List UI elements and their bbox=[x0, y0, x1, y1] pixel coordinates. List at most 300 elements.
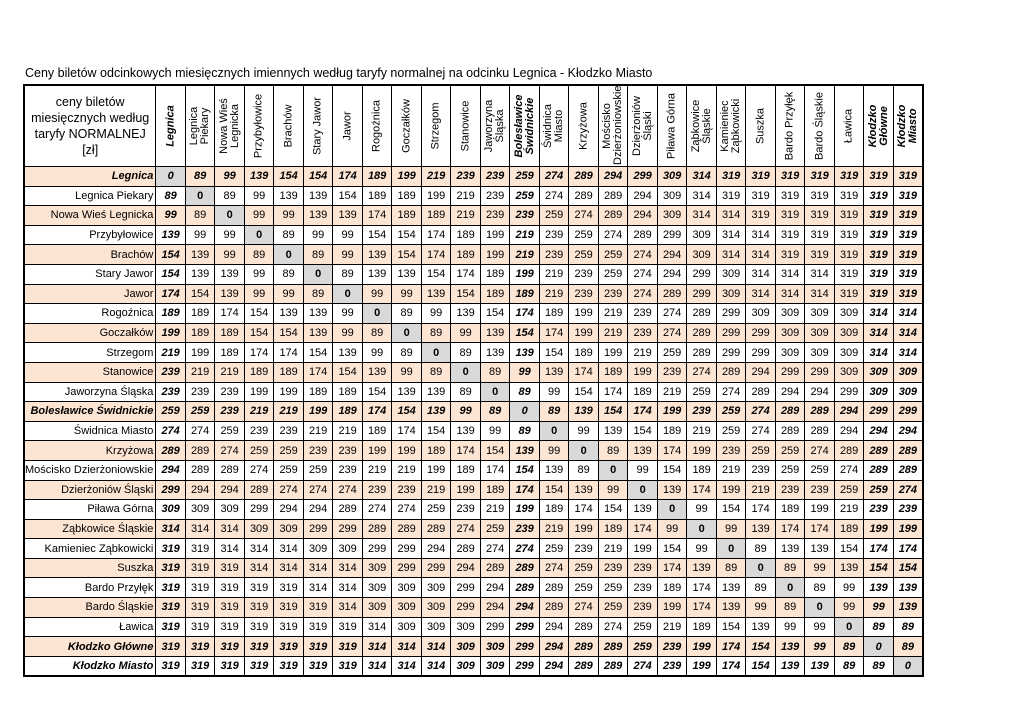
fare-cell: 219 bbox=[598, 304, 628, 324]
fare-cell: 259 bbox=[185, 402, 215, 422]
fare-cell: 0 bbox=[893, 656, 923, 676]
fare-cell: 189 bbox=[480, 264, 510, 284]
fare-cell: 99 bbox=[362, 284, 392, 304]
fare-cell: 274 bbox=[569, 598, 599, 618]
fare-cell: 139 bbox=[746, 519, 776, 539]
column-header bbox=[805, 85, 835, 167]
fare-cell: 259 bbox=[628, 637, 658, 657]
fare-cell: 139 bbox=[834, 558, 864, 578]
fare-cell: 309 bbox=[392, 578, 422, 598]
fare-cell: 294 bbox=[657, 245, 687, 265]
fare-cell: 294 bbox=[746, 362, 776, 382]
fare-cell: 274 bbox=[539, 186, 569, 206]
fare-cell: 189 bbox=[687, 460, 717, 480]
column-header bbox=[215, 85, 245, 167]
fare-cell: 274 bbox=[333, 480, 363, 500]
fare-cell: 294 bbox=[303, 500, 333, 520]
fare-cell: 319 bbox=[244, 637, 274, 657]
fare-cell: 239 bbox=[480, 206, 510, 226]
fare-cell: 174 bbox=[421, 225, 451, 245]
fare-cell: 219 bbox=[451, 186, 481, 206]
fare-cell: 314 bbox=[805, 264, 835, 284]
fare-cell: 199 bbox=[657, 598, 687, 618]
fare-cell: 154 bbox=[333, 186, 363, 206]
fare-cell: 239 bbox=[156, 362, 186, 382]
fare-cell: 89 bbox=[480, 362, 510, 382]
fare-cell: 289 bbox=[893, 441, 923, 461]
fare-cell: 299 bbox=[451, 578, 481, 598]
fare-cell: 319 bbox=[215, 558, 245, 578]
fare-cell: 189 bbox=[392, 186, 422, 206]
column-header bbox=[598, 85, 628, 167]
fare-cell: 139 bbox=[274, 304, 304, 324]
column-header bbox=[185, 85, 215, 167]
fare-cell: 309 bbox=[657, 186, 687, 206]
fare-cell: 319 bbox=[893, 167, 923, 187]
fare-cell: 274 bbox=[746, 421, 776, 441]
fare-cell: 294 bbox=[510, 598, 540, 618]
fare-cell: 259 bbox=[510, 167, 540, 187]
fare-cell: 199 bbox=[687, 441, 717, 461]
fare-cell: 89 bbox=[333, 264, 363, 284]
fare-cell: 154 bbox=[716, 500, 746, 520]
fare-cell: 319 bbox=[746, 167, 776, 187]
fare-cell: 139 bbox=[539, 460, 569, 480]
fare-cell: 139 bbox=[185, 264, 215, 284]
fare-cell: 174 bbox=[303, 362, 333, 382]
fare-cell: 294 bbox=[480, 578, 510, 598]
fare-cell: 289 bbox=[185, 460, 215, 480]
fare-cell: 139 bbox=[510, 343, 540, 363]
fare-cell: 139 bbox=[244, 167, 274, 187]
fare-cell: 309 bbox=[746, 304, 776, 324]
fare-cell: 199 bbox=[687, 656, 717, 676]
fare-cell: 0 bbox=[569, 441, 599, 461]
fare-cell: 0 bbox=[510, 402, 540, 422]
fare-cell: 219 bbox=[687, 421, 717, 441]
table-row bbox=[24, 617, 923, 637]
fare-cell: 314 bbox=[687, 167, 717, 187]
fare-cell: 89 bbox=[510, 382, 540, 402]
fare-cell: 199 bbox=[185, 343, 215, 363]
fare-cell: 319 bbox=[805, 186, 835, 206]
fare-cell: 219 bbox=[539, 284, 569, 304]
fare-cell: 99 bbox=[244, 284, 274, 304]
fare-cell: 289 bbox=[687, 304, 717, 324]
fare-cell: 319 bbox=[274, 578, 304, 598]
column-header bbox=[392, 85, 422, 167]
fare-cell: 319 bbox=[834, 206, 864, 226]
fare-cell: 299 bbox=[362, 539, 392, 559]
fare-cell: 294 bbox=[539, 637, 569, 657]
fare-cell: 0 bbox=[539, 421, 569, 441]
fare-cell: 294 bbox=[834, 421, 864, 441]
fare-cell: 319 bbox=[805, 225, 835, 245]
fare-cell: 99 bbox=[805, 558, 835, 578]
fare-cell: 239 bbox=[392, 480, 422, 500]
fare-cell: 309 bbox=[657, 167, 687, 187]
fare-cell: 154 bbox=[156, 264, 186, 284]
fare-cell: 199 bbox=[421, 186, 451, 206]
fare-cell: 259 bbox=[156, 402, 186, 422]
fare-cell: 239 bbox=[569, 264, 599, 284]
fare-cell: 289 bbox=[156, 441, 186, 461]
fare-cell: 154 bbox=[392, 402, 422, 422]
fare-cell: 0 bbox=[834, 617, 864, 637]
fare-cell: 199 bbox=[569, 323, 599, 343]
fare-cell: 314 bbox=[775, 284, 805, 304]
fare-cell: 189 bbox=[333, 402, 363, 422]
fare-cell: 199 bbox=[864, 519, 894, 539]
fare-cell: 309 bbox=[687, 225, 717, 245]
column-header-label: Bardo Śląskie bbox=[813, 92, 826, 160]
fare-cell: 239 bbox=[480, 167, 510, 187]
fare-cell: 199 bbox=[362, 441, 392, 461]
fare-cell: 319 bbox=[303, 598, 333, 618]
fare-cell: 289 bbox=[864, 460, 894, 480]
row-station-name: Kłodzko Główne bbox=[24, 637, 156, 657]
fare-cell: 239 bbox=[303, 441, 333, 461]
fare-cell: 289 bbox=[598, 656, 628, 676]
fare-cell: 289 bbox=[864, 441, 894, 461]
column-header bbox=[657, 85, 687, 167]
fare-cell: 139 bbox=[392, 264, 422, 284]
fare-cell: 239 bbox=[539, 225, 569, 245]
column-header bbox=[303, 85, 333, 167]
row-station-name: Mościsko Dzierżoniowskie bbox=[24, 460, 156, 480]
fare-cell: 189 bbox=[451, 460, 481, 480]
row-station-name: Stary Jawor bbox=[24, 264, 156, 284]
column-header-label: Legnica Piekary bbox=[188, 106, 212, 146]
fare-cell: 189 bbox=[303, 382, 333, 402]
fare-cell: 89 bbox=[392, 343, 422, 363]
column-header bbox=[864, 85, 894, 167]
fare-cell: 309 bbox=[480, 656, 510, 676]
table-row bbox=[24, 421, 923, 441]
fare-cell: 274 bbox=[303, 480, 333, 500]
fare-cell: 319 bbox=[185, 656, 215, 676]
fare-cell: 319 bbox=[156, 578, 186, 598]
fare-cell: 319 bbox=[185, 558, 215, 578]
fare-cell: 99 bbox=[333, 245, 363, 265]
fare-cell: 239 bbox=[805, 480, 835, 500]
fare-cell: 289 bbox=[392, 519, 422, 539]
fare-cell: 174 bbox=[510, 480, 540, 500]
fare-cell: 99 bbox=[451, 323, 481, 343]
table-row bbox=[24, 519, 923, 539]
fare-cell: 319 bbox=[303, 637, 333, 657]
fare-cell: 189 bbox=[569, 343, 599, 363]
fare-cell: 274 bbox=[539, 558, 569, 578]
fare-cell: 174 bbox=[687, 578, 717, 598]
column-header bbox=[569, 85, 599, 167]
fare-cell: 314 bbox=[362, 656, 392, 676]
fare-cell: 314 bbox=[156, 519, 186, 539]
fare-cell: 319 bbox=[333, 637, 363, 657]
table-row bbox=[24, 500, 923, 520]
table-row bbox=[24, 167, 923, 187]
fare-cell: 219 bbox=[362, 460, 392, 480]
fare-cell: 314 bbox=[746, 245, 776, 265]
fare-cell: 319 bbox=[274, 617, 304, 637]
fare-cell: 289 bbox=[598, 186, 628, 206]
fare-cell: 139 bbox=[480, 323, 510, 343]
fare-cell: 174 bbox=[215, 304, 245, 324]
fare-cell: 309 bbox=[215, 500, 245, 520]
fare-cell: 314 bbox=[893, 304, 923, 324]
fare-cell: 314 bbox=[362, 617, 392, 637]
fare-cell: 319 bbox=[215, 578, 245, 598]
fare-cell: 319 bbox=[215, 637, 245, 657]
fare-cell: 0 bbox=[392, 323, 422, 343]
fare-cell: 274 bbox=[628, 264, 658, 284]
fare-cell: 314 bbox=[215, 519, 245, 539]
fare-cell: 299 bbox=[716, 343, 746, 363]
fare-cell: 319 bbox=[716, 186, 746, 206]
fare-cell: 139 bbox=[156, 225, 186, 245]
fare-cell: 189 bbox=[421, 441, 451, 461]
table-row bbox=[24, 460, 923, 480]
fare-cell: 139 bbox=[333, 343, 363, 363]
fare-cell: 274 bbox=[657, 323, 687, 343]
fare-cell: 314 bbox=[716, 245, 746, 265]
fare-cell: 239 bbox=[333, 441, 363, 461]
fare-cell: 319 bbox=[185, 598, 215, 618]
fare-cell: 319 bbox=[244, 617, 274, 637]
fare-cell: 319 bbox=[156, 598, 186, 618]
fare-cell: 274 bbox=[628, 245, 658, 265]
fare-cell: 139 bbox=[628, 500, 658, 520]
fare-cell: 89 bbox=[421, 323, 451, 343]
fare-cell: 89 bbox=[775, 598, 805, 618]
fare-cell: 174 bbox=[657, 558, 687, 578]
column-header-label: Jaworzyna Śląska bbox=[483, 99, 507, 153]
fare-cell: 154 bbox=[156, 245, 186, 265]
fare-cell: 309 bbox=[687, 245, 717, 265]
fare-cell: 319 bbox=[185, 617, 215, 637]
fare-cell: 319 bbox=[185, 539, 215, 559]
fare-cell: 174 bbox=[362, 206, 392, 226]
fare-cell: 259 bbox=[805, 460, 835, 480]
fare-cell: 139 bbox=[687, 558, 717, 578]
fare-cell: 219 bbox=[598, 539, 628, 559]
fare-cell: 294 bbox=[451, 558, 481, 578]
fare-cell: 199 bbox=[303, 402, 333, 422]
fare-cell: 319 bbox=[156, 558, 186, 578]
fare-cell: 219 bbox=[303, 421, 333, 441]
fare-cell: 289 bbox=[510, 578, 540, 598]
table-row bbox=[24, 656, 923, 676]
fare-cell: 154 bbox=[451, 284, 481, 304]
fare-cell: 139 bbox=[893, 578, 923, 598]
column-header-label: Strzegom bbox=[429, 102, 442, 150]
fare-cell: 294 bbox=[864, 421, 894, 441]
column-header-label: Kamieniec Ząbkowicki bbox=[719, 98, 743, 154]
fare-cell: 89 bbox=[746, 578, 776, 598]
fare-cell: 89 bbox=[746, 539, 776, 559]
fare-cell: 314 bbox=[303, 578, 333, 598]
fare-cell: 139 bbox=[569, 402, 599, 422]
fare-cell: 309 bbox=[805, 304, 835, 324]
fare-cell: 309 bbox=[834, 304, 864, 324]
column-header-label: Brachów bbox=[282, 104, 295, 148]
fare-cell: 99 bbox=[303, 225, 333, 245]
fare-cell: 259 bbox=[746, 441, 776, 461]
row-station-name: Nowa Wieś Legnicka bbox=[24, 206, 156, 226]
fare-cell: 174 bbox=[628, 519, 658, 539]
table-row bbox=[24, 598, 923, 618]
fare-cell: 274 bbox=[598, 617, 628, 637]
fare-cell: 309 bbox=[274, 519, 304, 539]
fare-cell: 239 bbox=[598, 284, 628, 304]
row-station-name: Przybyłowice bbox=[24, 225, 156, 245]
fare-cell: 299 bbox=[510, 617, 540, 637]
fare-cell: 314 bbox=[333, 598, 363, 618]
fare-cell: 99 bbox=[510, 362, 540, 382]
fare-cell: 314 bbox=[746, 225, 776, 245]
fare-cell: 219 bbox=[156, 343, 186, 363]
fare-cell: 139 bbox=[333, 206, 363, 226]
fare-cell: 89 bbox=[303, 245, 333, 265]
fare-cell: 174 bbox=[569, 500, 599, 520]
table-row bbox=[24, 480, 923, 500]
fare-cell: 154 bbox=[421, 421, 451, 441]
fare-cell: 259 bbox=[598, 264, 628, 284]
fare-cell: 289 bbox=[716, 362, 746, 382]
fare-cell: 189 bbox=[480, 480, 510, 500]
fare-cell: 0 bbox=[775, 578, 805, 598]
column-header-label: Ławica bbox=[842, 108, 855, 144]
fare-cell: 259 bbox=[539, 539, 569, 559]
fare-cell: 99 bbox=[805, 637, 835, 657]
fare-cell: 154 bbox=[716, 617, 746, 637]
fare-cell: 294 bbox=[480, 598, 510, 618]
fare-cell: 139 bbox=[421, 284, 451, 304]
fare-cell: 89 bbox=[156, 186, 186, 206]
fare-cell: 314 bbox=[775, 264, 805, 284]
fare-cell: 259 bbox=[480, 519, 510, 539]
fare-cell: 199 bbox=[392, 441, 422, 461]
fare-cell: 239 bbox=[657, 656, 687, 676]
fare-cell: 274 bbox=[510, 539, 540, 559]
fare-cell: 289 bbox=[569, 656, 599, 676]
fare-cell: 199 bbox=[628, 539, 658, 559]
fare-cell: 239 bbox=[628, 598, 658, 618]
fare-cell: 299 bbox=[893, 402, 923, 422]
fare-cell: 154 bbox=[510, 460, 540, 480]
fare-cell: 154 bbox=[303, 167, 333, 187]
fare-cell: 139 bbox=[893, 598, 923, 618]
fare-cell: 89 bbox=[569, 460, 599, 480]
fare-cell: 174 bbox=[746, 500, 776, 520]
fare-cell: 294 bbox=[215, 480, 245, 500]
fare-cell: 99 bbox=[805, 617, 835, 637]
fare-cell: 259 bbox=[864, 480, 894, 500]
fare-cell: 219 bbox=[244, 402, 274, 422]
column-header bbox=[539, 85, 569, 167]
fare-cell: 319 bbox=[893, 284, 923, 304]
fare-cell: 189 bbox=[156, 304, 186, 324]
fare-cell: 89 bbox=[716, 558, 746, 578]
fare-cell: 189 bbox=[333, 382, 363, 402]
fare-cell: 99 bbox=[746, 598, 776, 618]
fare-cell: 314 bbox=[274, 539, 304, 559]
row-station-name: Dzierżoniów Śląski bbox=[24, 480, 156, 500]
column-header bbox=[451, 85, 481, 167]
corner-label: ceny biletów miesięcznych według taryfy NORMALNEJ [zł] bbox=[24, 85, 156, 167]
fare-cell: 259 bbox=[598, 578, 628, 598]
fare-cell: 89 bbox=[834, 656, 864, 676]
column-header-label: Goczałków bbox=[400, 99, 413, 153]
fare-cell: 174 bbox=[716, 656, 746, 676]
row-station-name: Ząbkowice Śląskie bbox=[24, 519, 156, 539]
fare-cell: 99 bbox=[657, 519, 687, 539]
fare-cell: 274 bbox=[687, 362, 717, 382]
fare-cell: 299 bbox=[333, 519, 363, 539]
fare-cell: 319 bbox=[834, 225, 864, 245]
row-station-name: Bardo Przyłęk bbox=[24, 578, 156, 598]
fare-cell: 299 bbox=[775, 362, 805, 382]
fare-cell: 309 bbox=[421, 598, 451, 618]
fare-cell: 289 bbox=[569, 167, 599, 187]
fare-cell: 274 bbox=[716, 382, 746, 402]
fare-cell: 0 bbox=[362, 304, 392, 324]
fare-cell: 139 bbox=[775, 539, 805, 559]
fare-cell: 99 bbox=[333, 304, 363, 324]
fare-cell: 139 bbox=[716, 598, 746, 618]
column-header bbox=[746, 85, 776, 167]
fare-cell: 139 bbox=[864, 578, 894, 598]
fare-cell: 289 bbox=[598, 637, 628, 657]
fare-cell: 239 bbox=[864, 500, 894, 520]
fare-cell: 299 bbox=[392, 558, 422, 578]
fare-cell: 89 bbox=[893, 637, 923, 657]
fare-cell: 239 bbox=[893, 500, 923, 520]
fare-cell: 89 bbox=[539, 402, 569, 422]
fare-cell: 99 bbox=[598, 480, 628, 500]
fare-cell: 139 bbox=[303, 206, 333, 226]
fare-cell: 219 bbox=[657, 617, 687, 637]
fare-cell: 89 bbox=[303, 284, 333, 304]
fare-cell: 199 bbox=[687, 637, 717, 657]
table-row bbox=[24, 304, 923, 324]
fare-cell: 154 bbox=[362, 225, 392, 245]
fare-cell: 174 bbox=[480, 460, 510, 480]
fare-cell: 89 bbox=[362, 323, 392, 343]
fare-cell: 189 bbox=[451, 225, 481, 245]
column-header-label: Stanowice bbox=[459, 100, 472, 152]
fare-cell: 259 bbox=[716, 402, 746, 422]
fare-cell: 219 bbox=[392, 460, 422, 480]
fare-cell: 294 bbox=[893, 421, 923, 441]
column-header-label: Bolesławice Świdnickie bbox=[512, 94, 536, 158]
fare-cell: 0 bbox=[628, 480, 658, 500]
fare-cell: 0 bbox=[303, 264, 333, 284]
fare-cell: 99 bbox=[480, 421, 510, 441]
fare-cell: 139 bbox=[303, 186, 333, 206]
fare-cell: 99 bbox=[392, 362, 422, 382]
fare-cell: 319 bbox=[746, 186, 776, 206]
fare-cell: 239 bbox=[628, 304, 658, 324]
fare-cell: 319 bbox=[274, 598, 304, 618]
column-header bbox=[480, 85, 510, 167]
fare-cell: 239 bbox=[657, 362, 687, 382]
fare-cell: 274 bbox=[451, 519, 481, 539]
fare-cell: 289 bbox=[893, 460, 923, 480]
fare-cell: 289 bbox=[805, 421, 835, 441]
fare-cell: 289 bbox=[775, 421, 805, 441]
fare-cell: 174 bbox=[539, 323, 569, 343]
